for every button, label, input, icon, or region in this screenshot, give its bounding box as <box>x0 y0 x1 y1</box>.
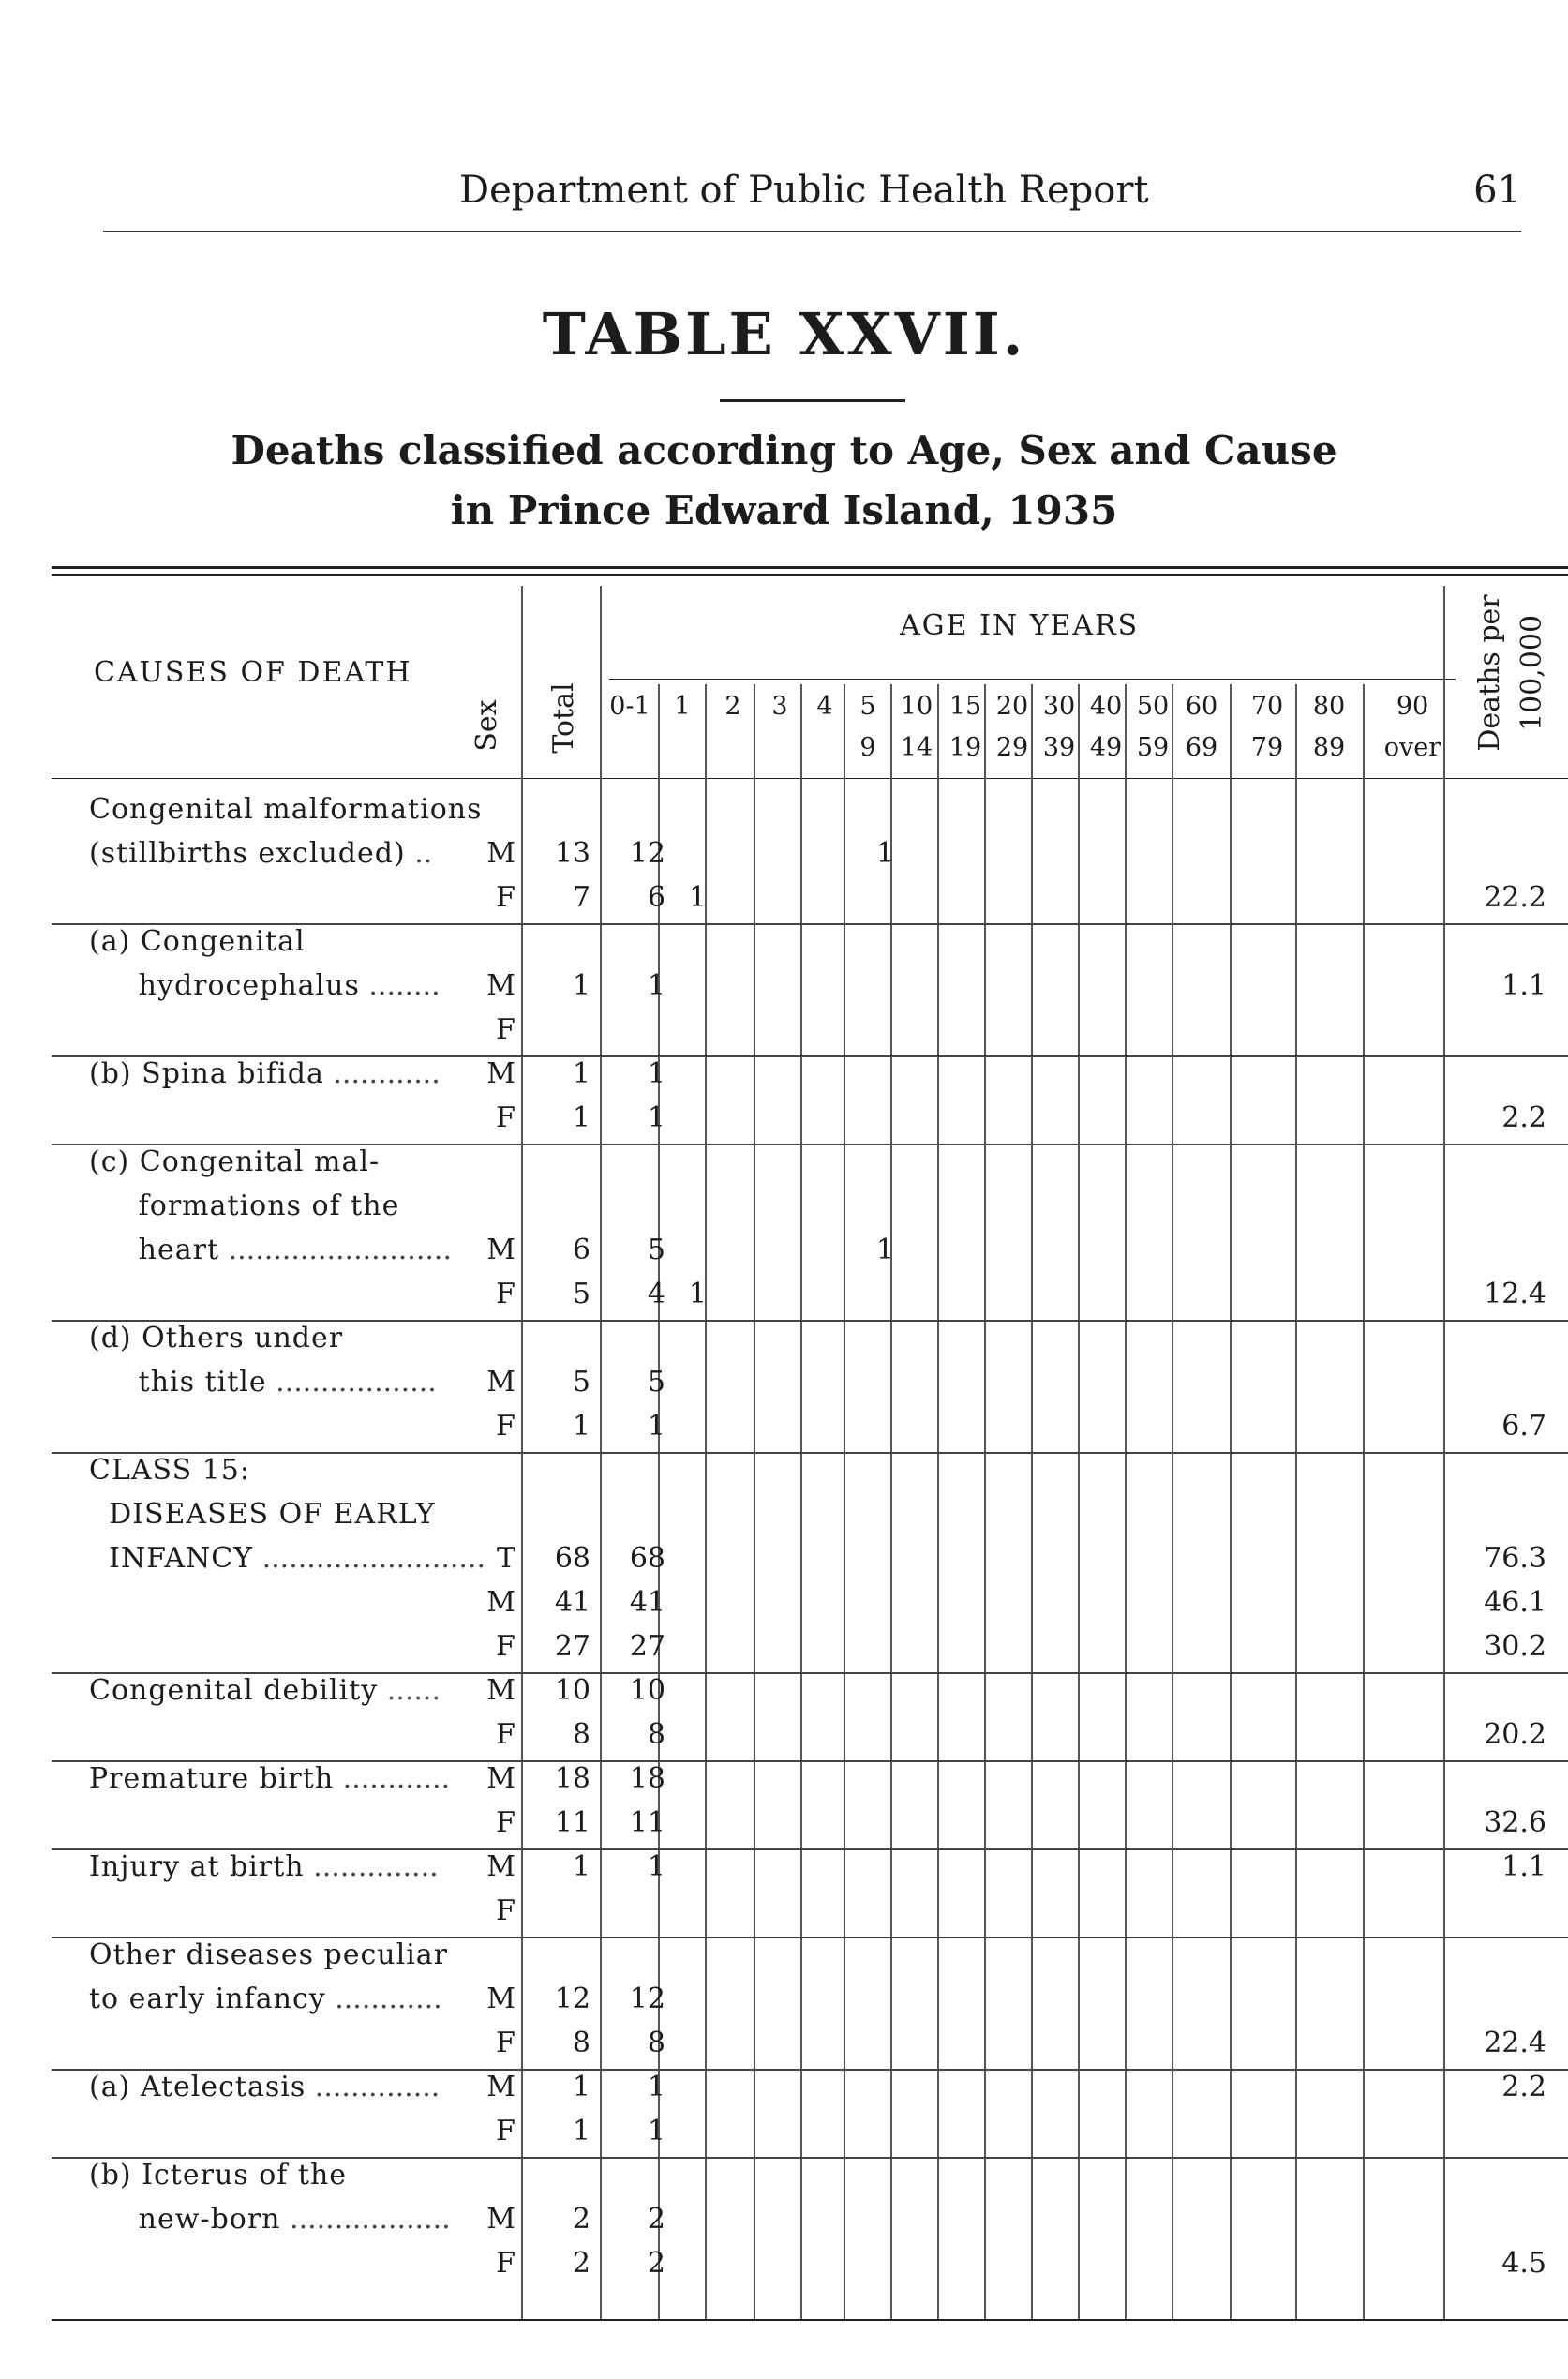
column-rule <box>1230 684 1232 2319</box>
cause-text: (d) Others under <box>89 1322 344 1354</box>
cause-text: DISEASES OF EARLY <box>89 1498 436 1531</box>
age-in-years-header: AGE IN YEARS <box>900 609 1140 642</box>
total-header: Total <box>547 682 580 754</box>
sex-cell: F <box>496 1013 515 1046</box>
total-cell: 27 <box>554 1630 590 1663</box>
total-cell: 1 <box>572 1850 590 1883</box>
age-bin-top: 50 <box>1136 692 1170 721</box>
age-0-1-cell: 18 <box>629 1762 665 1795</box>
total-cell: 5 <box>572 1366 590 1399</box>
sex-header: Sex <box>470 699 503 752</box>
sex-cell: F <box>496 1410 515 1443</box>
cause-text: to early infancy <box>89 1982 326 2015</box>
total-cell: 2 <box>572 2203 590 2236</box>
age-0-1-cell: 1 <box>647 969 665 1002</box>
total-cell: 13 <box>554 837 590 870</box>
cause-label <box>89 837 432 870</box>
column-rule <box>1078 684 1080 2319</box>
cause-label <box>89 1234 452 1266</box>
cause-label <box>89 1674 441 1707</box>
total-cell: 6 <box>572 1234 590 1266</box>
cause-label <box>89 2159 347 2192</box>
age-bin-top: 60 <box>1185 692 1218 721</box>
sex-cell: F <box>496 2027 515 2059</box>
leader-dots: .................. <box>280 2203 451 2236</box>
age-0-1-cell: 8 <box>647 1718 665 1751</box>
cause-label <box>89 1938 448 1971</box>
sex-cell: F <box>496 1630 515 1663</box>
sex-cell: M <box>486 1057 515 1090</box>
rate-cell: 22.4 <box>1484 2027 1546 2059</box>
column-rule <box>800 684 802 2319</box>
age-bin-bottom: 39 <box>1042 733 1076 762</box>
cause-text: (a) Atelectasis <box>89 2071 306 2103</box>
age-0-1-cell: 1 <box>647 2115 665 2147</box>
total-cell: 7 <box>572 881 590 914</box>
cause-text: hydrocephalus <box>89 969 360 1002</box>
total-cell: 1 <box>572 1101 590 1134</box>
sex-cell: F <box>496 881 515 914</box>
table-bottom-rule <box>52 2319 1568 2321</box>
age-0-1-cell: 1 <box>647 1057 665 1090</box>
cause-text: (c) Congenital mal- <box>89 1145 381 1178</box>
leader-dots: ...... <box>378 1674 441 1707</box>
sex-cell: M <box>486 969 515 1002</box>
age-0-1-cell: 1 <box>647 1410 665 1443</box>
running-head-title: Department of Public Health Report <box>459 169 1149 212</box>
page-number: 61 <box>1473 169 1521 212</box>
deaths-per-header-2: 100,000 <box>1516 614 1548 732</box>
rate-cell: 2.2 <box>1501 2071 1546 2103</box>
total-cell: 10 <box>554 1674 590 1707</box>
age-header-rule <box>609 679 1456 680</box>
age-bin-bottom: 14 <box>900 733 933 762</box>
cause-text: (a) Congenital <box>89 925 306 958</box>
column-rule <box>1031 684 1033 2319</box>
age-bin-top: 20 <box>995 692 1029 721</box>
column-rule <box>1295 684 1297 2319</box>
causes-header: CAUSES OF DEATH <box>94 656 412 689</box>
cause-text: formations of the <box>89 1190 400 1222</box>
age-bin-top: 3 <box>771 692 788 721</box>
sex-cell: M <box>486 1586 515 1619</box>
sex-cell: M <box>486 837 515 870</box>
cause-label <box>89 1982 442 2015</box>
rate-cell: 12.4 <box>1484 1278 1546 1310</box>
title-rule <box>720 399 905 402</box>
age-bin-top: 5 <box>859 692 876 721</box>
total-cell: 5 <box>572 1278 590 1310</box>
header-bottom-rule <box>52 778 1568 779</box>
age-bin-top: 70 <box>1250 692 1284 721</box>
total-cell: 12 <box>554 1982 590 2015</box>
leader-dots: .................. <box>266 1366 437 1399</box>
sex-cell: F <box>496 2247 515 2280</box>
column-rule <box>1125 684 1127 2319</box>
cause-text: (stillbirths excluded) <box>89 837 406 870</box>
cause-text: Other diseases peculiar <box>89 1938 449 1971</box>
deaths-per-header: Deaths per <box>1473 594 1506 752</box>
rate-cell: 6.7 <box>1501 1410 1546 1443</box>
cause-text: Premature birth <box>89 1762 335 1795</box>
cause-label <box>89 969 441 1002</box>
leader-dots: .............. <box>306 2071 441 2103</box>
cause-text: (b) Icterus of the <box>89 2159 348 2192</box>
column-rule <box>754 684 755 2319</box>
sex-cell: M <box>486 1762 515 1795</box>
total-cell: 1 <box>572 969 590 1002</box>
age-5-9-cell: 1 <box>875 837 894 870</box>
age-bin-top: 90 <box>1396 692 1429 721</box>
age-0-1-cell: 5 <box>647 1366 665 1399</box>
column-rule <box>890 684 892 2319</box>
total-cell: 8 <box>572 1718 590 1751</box>
sex-cell: T <box>496 1542 515 1575</box>
rate-cell: 32.6 <box>1484 1806 1546 1839</box>
rate-cell: 4.5 <box>1501 2247 1546 2280</box>
subtitle-line-1: Deaths classified according to Age, Sex and Cause <box>231 427 1337 473</box>
age-0-1-cell: 27 <box>629 1630 665 1663</box>
row-separator <box>52 1452 1568 1454</box>
cause-label <box>89 1762 450 1795</box>
leader-dots: ............ <box>323 1057 441 1090</box>
total-cell: 2 <box>572 2247 590 2280</box>
cause-label <box>89 925 306 958</box>
age-1-cell: 1 <box>688 1278 707 1310</box>
age-bin-bottom: 89 <box>1312 733 1346 762</box>
cause-label <box>89 1850 439 1883</box>
leader-dots: ............ <box>325 1982 442 2015</box>
age-bin-bottom: 79 <box>1250 733 1284 762</box>
total-cell: 8 <box>572 2027 590 2059</box>
cause-label <box>89 1366 437 1399</box>
age-0-1-cell: 41 <box>629 1586 665 1619</box>
age-bin-bottom: 59 <box>1136 733 1170 762</box>
age-0-1-cell: 11 <box>629 1806 665 1839</box>
subtitle-line-2: in Prince Edward Island, 1935 <box>450 487 1118 533</box>
running-head <box>103 169 1521 225</box>
age-bin-top: 1 <box>674 692 691 721</box>
leader-dots: .............. <box>304 1850 439 1883</box>
age-0-1-cell: 2 <box>647 2203 665 2236</box>
total-cell: 68 <box>554 1542 590 1575</box>
total-cell: 41 <box>554 1586 590 1619</box>
cause-text: INFANCY <box>89 1542 254 1575</box>
age-0-1-cell: 1 <box>647 1101 665 1134</box>
age-0-1-cell: 68 <box>629 1542 665 1575</box>
table-top-rule-2 <box>52 574 1568 576</box>
sex-cell: M <box>486 2071 515 2103</box>
rate-cell: 20.2 <box>1484 1718 1546 1751</box>
cause-label <box>89 1145 380 1178</box>
sex-cell: M <box>486 1982 515 2015</box>
sex-cell: M <box>486 1850 515 1883</box>
total-cell: 1 <box>572 2071 590 2103</box>
total-cell: 1 <box>572 2115 590 2147</box>
age-0-1-cell: 4 <box>647 1278 665 1310</box>
total-cell: 11 <box>554 1806 590 1839</box>
rate-cell: 1.1 <box>1501 1850 1546 1883</box>
cause-label <box>89 1190 399 1222</box>
cause-text: Injury at birth <box>89 1850 305 1883</box>
sex-cell: F <box>496 1101 515 1134</box>
cause-text: CLASS 15: <box>89 1454 250 1487</box>
leader-dots: ......................... <box>219 1234 452 1266</box>
age-1-cell: 1 <box>688 881 707 914</box>
column-rule <box>984 684 986 2319</box>
sex-cell: M <box>486 2203 515 2236</box>
table-top-rule <box>52 566 1568 569</box>
age-bin-top: 0-1 <box>609 692 650 721</box>
cause-label <box>89 793 482 826</box>
age-bin-top: 4 <box>816 692 833 721</box>
sex-cell: F <box>496 1894 515 1927</box>
cause-label <box>89 1498 436 1531</box>
age-bin-top: 15 <box>948 692 982 721</box>
age-0-1-cell: 8 <box>647 2027 665 2059</box>
rate-cell: 1.1 <box>1501 969 1546 1002</box>
table-title: TABLE XXVII. <box>542 300 1026 368</box>
age-bin-top: 30 <box>1042 692 1076 721</box>
cause-text: heart <box>89 1234 220 1266</box>
cause-text: Congenital malformations <box>89 793 483 826</box>
cause-label <box>89 1542 485 1575</box>
age-0-1-cell: 12 <box>629 1982 665 2015</box>
sex-cell: F <box>496 2115 515 2147</box>
cause-text: this title <box>89 1366 267 1399</box>
leader-dots: .. <box>405 837 433 870</box>
age-bin-top: 40 <box>1089 692 1123 721</box>
column-rule <box>705 684 707 2319</box>
age-0-1-cell: 12 <box>629 837 665 870</box>
cause-label <box>89 1057 441 1090</box>
sex-cell: M <box>486 1234 515 1266</box>
age-bin-bottom: 49 <box>1089 733 1123 762</box>
sex-cell: F <box>496 1806 515 1839</box>
sex-cell: M <box>486 1674 515 1707</box>
age-bin-bottom: over <box>1383 733 1441 762</box>
cause-label <box>89 1454 250 1487</box>
age-0-1-cell: 1 <box>647 2071 665 2103</box>
leader-dots: ............ <box>334 1762 451 1795</box>
rate-cell: 2.2 <box>1501 1101 1546 1134</box>
age-bin-bottom: 9 <box>859 733 876 762</box>
age-bin-top: 10 <box>900 692 933 721</box>
age-5-9-cell: 1 <box>875 1234 894 1266</box>
age-bin-top: 2 <box>724 692 741 721</box>
sex-cell: M <box>486 1366 515 1399</box>
total-cell: 18 <box>554 1762 590 1795</box>
rate-cell: 30.2 <box>1484 1630 1546 1663</box>
cause-text: Congenital debility <box>89 1674 379 1707</box>
age-0-1-cell: 10 <box>629 1674 665 1707</box>
cause-label <box>89 2203 451 2236</box>
age-0-1-cell: 5 <box>647 1234 665 1266</box>
rate-cell: 76.3 <box>1484 1542 1546 1575</box>
age-bin-top: 80 <box>1312 692 1346 721</box>
age-0-1-cell: 1 <box>647 1850 665 1883</box>
age-bin-bottom: 29 <box>995 733 1029 762</box>
header-rule <box>103 231 1521 232</box>
total-cell: 1 <box>572 1057 590 1090</box>
cause-label <box>89 1322 343 1354</box>
leader-dots: ......................... <box>253 1542 486 1575</box>
column-rule <box>1363 684 1365 2319</box>
sex-cell: F <box>496 1718 515 1751</box>
cause-text: (b) Spina bifida <box>89 1057 324 1090</box>
sex-cell: F <box>496 1278 515 1310</box>
age-bin-bottom: 19 <box>948 733 982 762</box>
rate-cell: 46.1 <box>1484 1586 1546 1619</box>
column-rule <box>844 684 845 2319</box>
age-0-1-cell: 6 <box>647 881 665 914</box>
column-rule <box>1172 684 1173 2319</box>
leader-dots: ........ <box>359 969 441 1002</box>
age-bin-bottom: 69 <box>1185 733 1218 762</box>
column-rule <box>937 684 939 2319</box>
total-cell: 1 <box>572 1410 590 1443</box>
rate-cell: 22.2 <box>1484 881 1546 914</box>
age-0-1-cell: 2 <box>647 2247 665 2280</box>
cause-label <box>89 2071 440 2103</box>
cause-text: new-born <box>89 2203 281 2236</box>
